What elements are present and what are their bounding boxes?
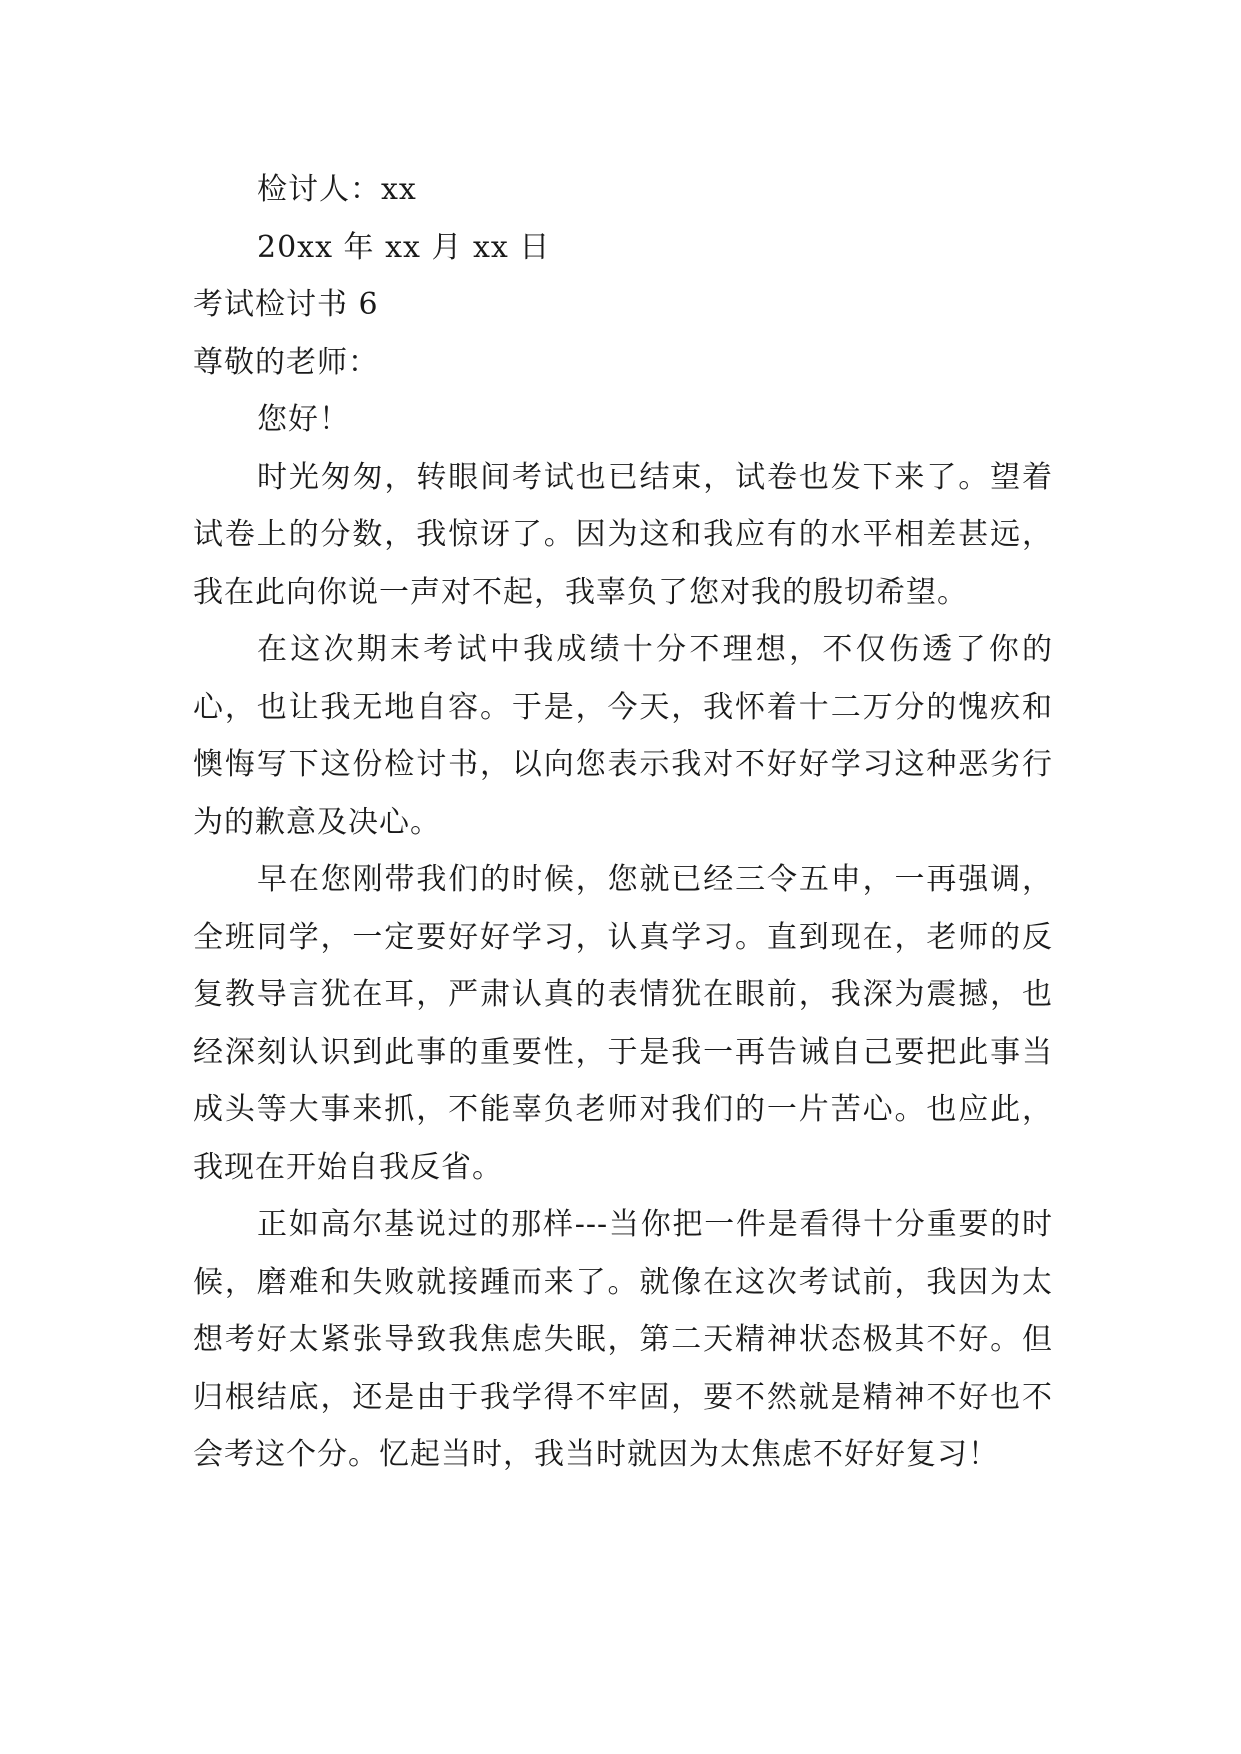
body-paragraph-3: 早在您刚带我们的时候，您就已经三令五申，一再强调，全班同学，一定要好好学习，认真学习。直到现在，老师的反复教导言犹在耳，严肃认真的表情犹在眼前，我深为震撼，也经深刻认识到此事的重要性，于是我一再告诫自己要把此事当成头等大事来抓，不能辜负老师对我们的一片苦心。也应此，我现在开始自我反省。 xyxy=(193,862,1053,1185)
body-paragraph-1: 时光匆匆，转眼间考试也已结束，试卷也发下来了。望着试卷上的分数，我惊讶了。因为这和我应有的水平相差甚远，我在此向你说一声对不起，我辜负了您对我的殷切希望。 xyxy=(193,459,1053,610)
body-paragraph-2: 在这次期末考试中我成绩十分不理想，不仅伤透了你的心，也让我无地自容。于是，今天，我怀着十二万分的愧疚和懊悔写下这份检讨书，以向您表示我对不好好学习这种恶劣行为的歉意及决心。 xyxy=(193,632,1053,840)
reviewer-signature: 检讨人：xx xyxy=(257,172,417,207)
salutation: 尊敬的老师： xyxy=(193,344,379,380)
signature-date: 20xx 年 xx 月 xx 日 xyxy=(257,229,551,265)
document-title: 考试检讨书 6 xyxy=(193,287,379,322)
greeting: 您好！ xyxy=(257,402,350,437)
body-paragraph-4: 正如高尔基说过的那样---当你把一件是看得十分重要的时候，磨难和失败就接踵而来了。就像在这次考试前，我因为太想考好太紧张导致我焦虑失眠，第二天精神状态极其不好。但归根结底，还是由于我学得不牢固，要不然就是精神不好也不会考这个分。忆起当时，我当时就因为太焦虑不好好复习！ xyxy=(193,1207,1053,1472)
document-body xyxy=(193,161,1053,1484)
